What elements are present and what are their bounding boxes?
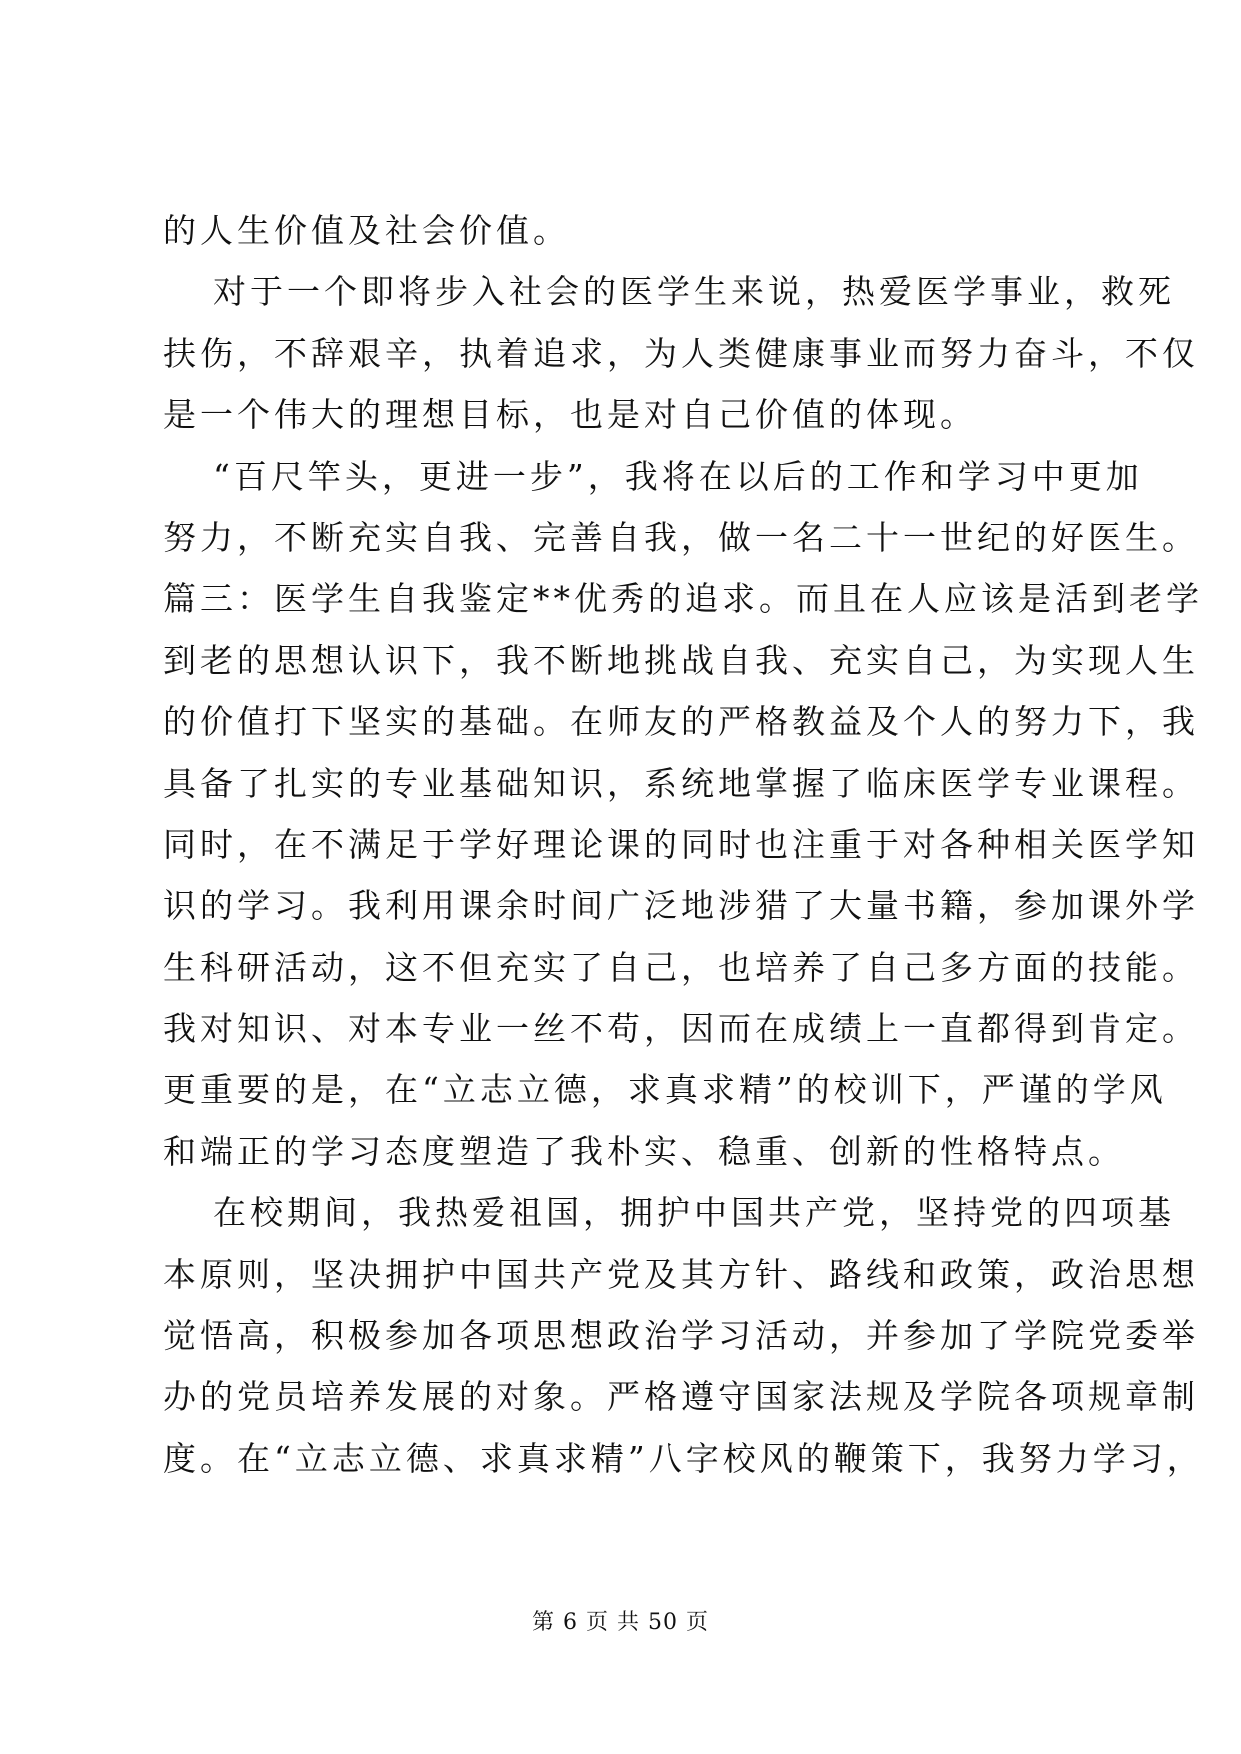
text-line-9: 的价值打下坚实的基础。在师友的严格教益及个人的努力下，我 [163, 702, 1199, 742]
text-line-12: 识的学习。我利用课余时间广泛地涉猎了大量书籍，参加课外学 [163, 886, 1199, 926]
text-line-8: 到老的思想认识下，我不断地挑战自我、充实自己，为实现人生 [163, 640, 1199, 680]
text-line-21: 度。在“立志立德、求真求精”八字校风的鞭策下，我努力学习， [163, 1438, 1204, 1478]
text-line-17: 在校期间，我热爱祖国，拥护中国共产党，坚持党的四项基 [213, 1193, 1175, 1233]
text-line-10: 具备了扎实的专业基础知识，系统地掌握了临床医学专业课程。 [163, 763, 1199, 803]
text-line-3: 扶伤，不辞艰辛，执着追求，为人类健康事业而努力奋斗，不仅 [163, 333, 1199, 373]
document-body [163, 200, 1204, 1489]
text-line-13: 生科研活动，这不但充实了自己，也培养了自己多方面的技能。 [163, 947, 1199, 987]
text-line-19: 觉悟高，积极参加各项思想政治学习活动，并参加了学院党委举 [163, 1316, 1199, 1356]
text-line-2: 对于一个即将步入社会的医学生来说，热爱医学事业，救死 [213, 272, 1175, 312]
text-line-4: 是一个伟大的理想目标，也是对自己价值的体现。 [163, 395, 977, 435]
text-line-14: 我对知识、对本专业一丝不苟，因而在成绩上一直都得到肯定。 [163, 1009, 1199, 1049]
text-line-11: 同时，在不满足于学好理论课的同时也注重于对各种相关医学知 [163, 824, 1199, 864]
text-line-18: 本原则，坚决拥护中国共产党及其方针、路线和政策，政治思想 [163, 1254, 1199, 1294]
text-line-15: 更重要的是，在“立志立德，求真求精”的校训下，严谨的学风 [163, 1070, 1167, 1110]
text-line-16: 和端正的学习态度塑造了我朴实、稳重、创新的性格特点。 [163, 1131, 1125, 1171]
text-line-6: 努力，不断充实自我、完善自我，做一名二十一世纪的好医生。 [163, 517, 1199, 557]
text-line-1: 的人生价值及社会价值。 [163, 211, 570, 250]
text-line-7: 篇三：医学生自我鉴定**优秀的追求。而且在人应该是活到老学 [163, 579, 1203, 619]
page-footer: 第 6 页 共 50 页 [532, 1610, 709, 1635]
text-line-5: “百尺竿头，更进一步”，我将在以后的工作和学习中更加 [213, 456, 1143, 496]
text-line-20: 办的党员培养发展的对象。严格遵守国家法规及学院各项规章制 [163, 1377, 1199, 1417]
